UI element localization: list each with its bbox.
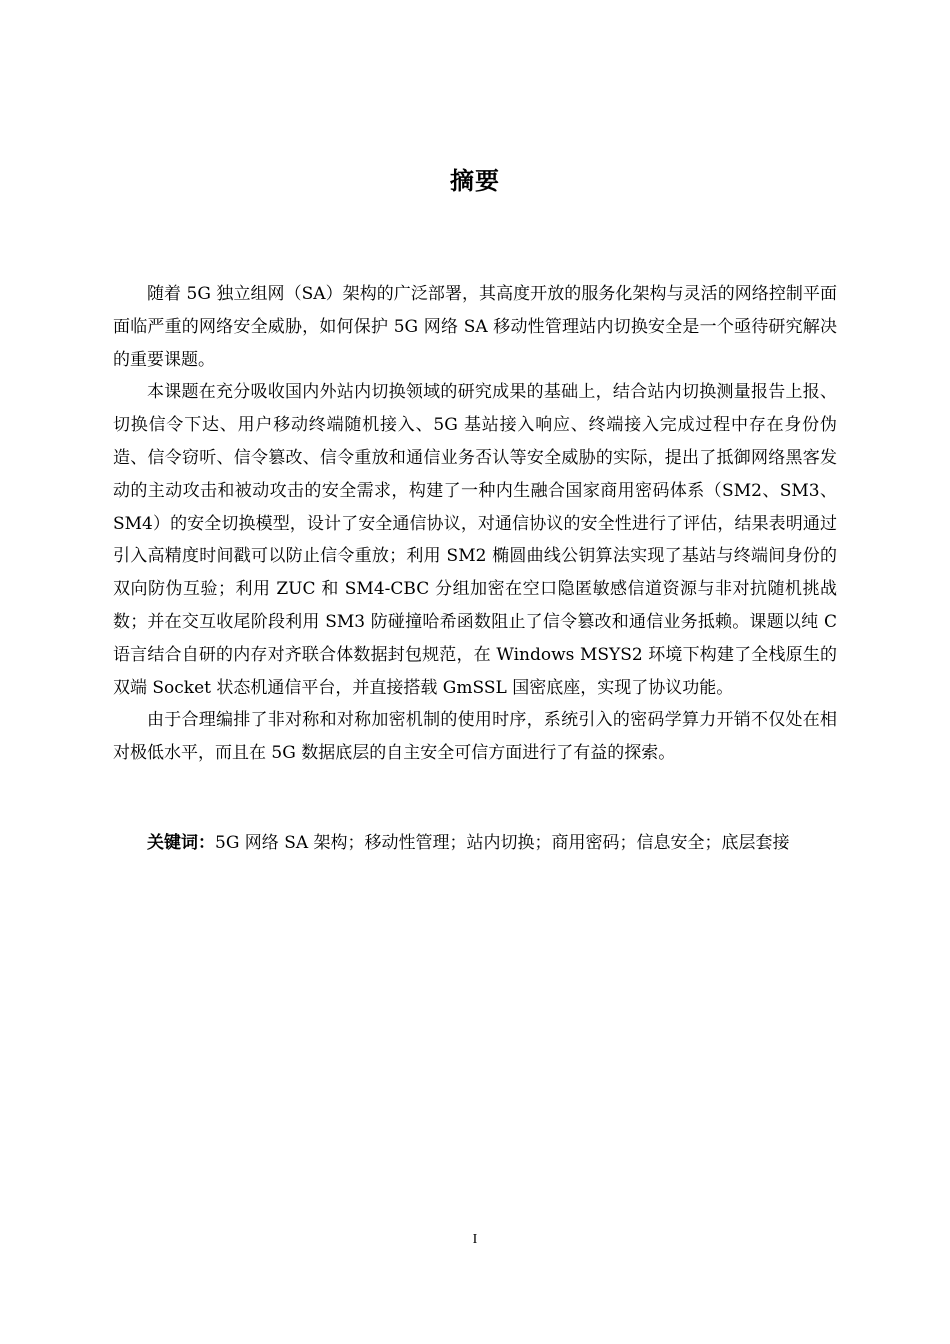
keywords-text: 5G 网络 SA 架构；移动性管理；站内切换；商用密码；信息安全；底层套接 <box>215 833 790 853</box>
abstract-body <box>113 278 837 770</box>
abstract-paragraph-2: 本课题在充分吸收国内外站内切换领域的研究成果的基础上，结合站内切换测量报告上报、切换信令下达、用户移动终端随机接入、5G 基站接入响应、终端接入完成过程中存在身份伪造、信令窃听、信令篡改、信令重放和通信业务否认等安全威胁的实际，提出了抵御网络黑客发动的主动攻击和被动攻击的安全需求，构建了一种内生融合国家商用密码体系（SM2、SM3、SM4）的安全切换模型，设计了安全通信协议，对通信协议的安全性进行了评估，结果表明通过引入高精度时间戳可以防止信令重放；利用 SM2 椭圆曲线公钥算法实现了基站与终端间身份的双向防伪互验；利用 ZUC 和 SM4-CBC 分组加密在空口隐匿敏感信道资源与非对抗随机挑战数；并在交互收尾阶段利用 SM3 防碰撞哈希函数阻止了信令篡改和通信业务抵赖。课题以纯 C 语言结合自研的内存对齐联合体数据封包规范，在 Windows MSYS2 环境下构建了全栈原生的双端 Socket 状态机通信平台，并直接搭载 GmSSL 国密底座，实现了协议功能。 <box>113 382 837 698</box>
abstract-paragraph-3: 由于合理编排了非对称和对称加密机制的使用时序，系统引入的密码学算力开销不仅处在相对极低水平，而且在 5G 数据底层的自主安全可信方面进行了有益的探索。 <box>113 710 837 764</box>
keywords-line <box>113 827 837 860</box>
page-number: I <box>472 1232 478 1247</box>
page-title: 摘要 <box>450 167 500 195</box>
keywords-label: 关键词： <box>147 833 215 853</box>
abstract-paragraph-1: 随着 5G 独立组网（SA）架构的广泛部署，其高度开放的服务化架构与灵活的网络控制平面面临严重的网络安全威胁，如何保护 5G 网络 SA 移动性管理站内切换安全是一个亟待研究解决的重要课题。 <box>113 284 837 370</box>
